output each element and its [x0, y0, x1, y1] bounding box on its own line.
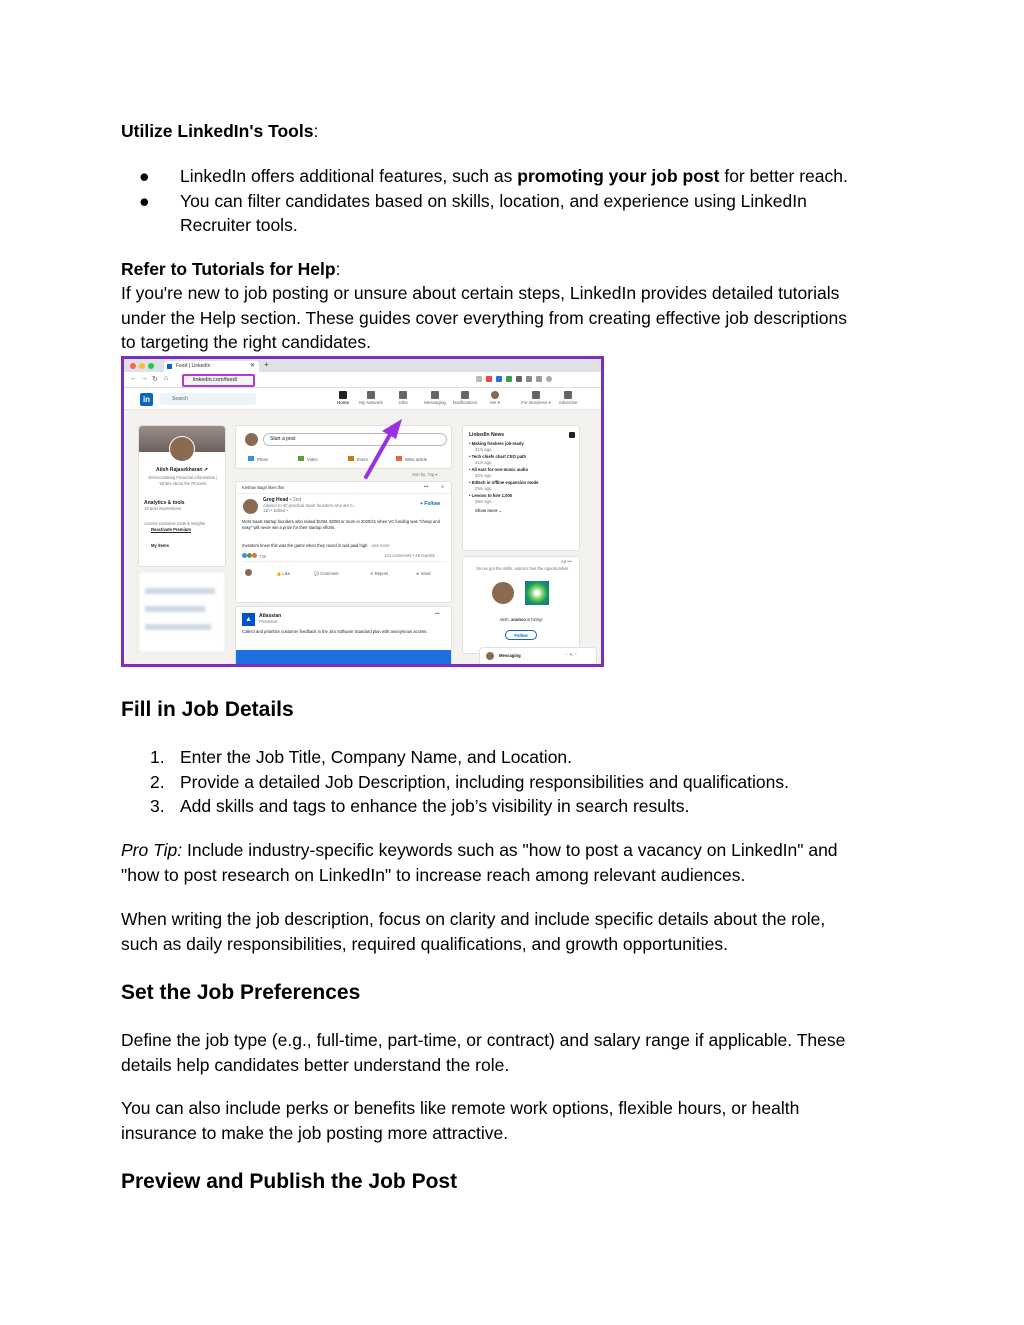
tutorials-paragraph: If you're new to job posting or unsure about certain steps, LinkedIn provides detailed tutorials under the Help section. These guides cover everything from creating effective job descriptions to targeting the right candidates.: [121, 283, 848, 352]
maximize-dot-icon: [148, 363, 154, 369]
photo-action: Photo: [248, 456, 268, 463]
liked-by: Keshav Bagri likes this: [242, 485, 285, 490]
reaction-count: 738: [242, 553, 266, 560]
info-icon: [569, 432, 575, 438]
job-details-list: [121, 745, 901, 819]
avatar: [242, 498, 259, 515]
tools-bullet-list: [121, 164, 901, 238]
ad-tagline: You've got the skills, aramco has the opportunities: [475, 566, 569, 571]
author-subtitle: Advisor to 40 practical SaaS founders who are b...: [263, 503, 357, 508]
linkedin-favicon-icon: [167, 364, 172, 369]
blurred-card: [138, 571, 226, 653]
close-icon: ✕: [441, 484, 445, 489]
bell-icon: [461, 391, 469, 399]
profile-tagline: Democratising Financial Information | Writes About the Process: [148, 475, 218, 486]
avatar: [169, 436, 195, 462]
extension-icon: [476, 376, 482, 382]
ad-name: Atlassian: [259, 613, 282, 619]
ad-text: Collect and prioritize customer feedback in the Jira Software Standard plan with anonymous access.: [242, 629, 428, 634]
list-item: ● LinkedIn offers additional features, such as promoting your job post for better reach.: [139, 166, 848, 186]
news-time: 29m ago: [475, 498, 492, 504]
profile-name: Atish Rajasekharan ↗: [156, 467, 208, 473]
premium-note: Access exclusive tools & insights: [144, 521, 206, 526]
send-button: ➤ Send: [416, 571, 431, 576]
news-time: 31m ago: [475, 446, 492, 452]
love-reaction-icon: [252, 553, 257, 558]
nav-home: Home: [329, 391, 357, 405]
browser-tab-bar: [124, 359, 601, 372]
video-icon: [298, 456, 304, 461]
feed-post-card: [235, 481, 452, 603]
more-icon: •••: [424, 484, 429, 489]
description-paragraph: When writing the job description, focus on clarity and include specific details about the role, such as daily responsibilities, required qualifications, and growth opportunities.: [121, 909, 826, 954]
message-icon: [431, 391, 439, 399]
list-item: 2. Provide a detailed Job Description, including responsibilities and qualifications.: [150, 771, 789, 792]
start-post-card: [235, 425, 452, 469]
list-item: ● You can filter candidates based on skills, location, and experience using LinkedIn Recruiter tools.: [139, 190, 807, 235]
start-post-input: Start a post: [263, 433, 447, 446]
follow-button: + Follow: [420, 501, 441, 507]
preferences-paragraph: Define the job type (e.g., full-time, part-time, or contract) and salary range if applicable. These details help candidates better understand the role.: [121, 1030, 846, 1075]
nav-me: Me ▾: [481, 391, 509, 406]
messaging-bar: [479, 647, 597, 664]
avatar-icon: [491, 391, 499, 399]
extension-icon: [536, 376, 542, 382]
extension-icon: [486, 376, 492, 382]
article-action: Write article: [396, 456, 427, 463]
nav-advertise: Advertise: [554, 391, 582, 405]
post-time: 11h • Edited •: [263, 508, 288, 513]
extension-icon: [516, 376, 522, 382]
avatar: [244, 568, 253, 577]
section-heading-job-details: Fill in Job Details: [121, 698, 294, 721]
linkedin-logo-icon: in: [140, 393, 153, 406]
grid-icon: [532, 391, 540, 399]
post-author: Greg Head • 2nd: [263, 497, 302, 503]
messaging-controls-icon: ··· ✎ ⌃: [564, 652, 578, 657]
back-icon: ←: [130, 375, 137, 382]
new-tab-icon: +: [264, 360, 269, 369]
list-item: • Lenovo to hire 1,000: [469, 493, 513, 498]
list-item: 3. Add skills and tags to enhance the job’s visibility in search results.: [150, 796, 690, 816]
nav-notifications: Notifications: [451, 391, 479, 405]
linkedin-navbar: [124, 388, 601, 410]
list-item: • All ears for non-music audio: [469, 467, 529, 472]
avatar: [491, 581, 515, 605]
promoted-card: [235, 606, 452, 664]
browser-address-bar: [124, 372, 601, 388]
video-action: Video: [298, 456, 318, 463]
news-list: [469, 441, 577, 514]
show-more: Show more ⌄: [475, 508, 503, 513]
extension-icon: [526, 376, 532, 382]
nav-messaging: Messaging: [421, 391, 449, 405]
network-icon: [367, 391, 375, 399]
nav-jobs: Jobs: [389, 391, 417, 405]
avatar: [244, 432, 259, 447]
ad-hiring: Atish, aramco is hiring!: [499, 617, 543, 622]
news-card: [462, 425, 580, 551]
section-heading-publish: Preview and Publish the Job Post: [121, 1170, 458, 1193]
post-text-continued: Investors knew this was the game when they raced in and paid high ...see more: [242, 543, 390, 548]
impressions: 18 post impressions: [144, 506, 182, 511]
section-heading-tools: Utilize LinkedIn's Tools:: [121, 121, 319, 141]
analytics-label: Analytics & tools: [144, 500, 185, 506]
news-title: LinkedIn News: [469, 432, 505, 438]
section-heading-preferences: Set the Job Preferences: [121, 981, 361, 1004]
list-item: • Edtech in offline expansion mode: [469, 480, 539, 485]
extension-icon: [506, 376, 512, 382]
forward-icon: →: [141, 375, 148, 382]
post-text: Most SaaS startup founders who raised $10M, $20M or more in 2020/21 when VC funding was "cheap and easy" will never win a prize for their startup efforts.: [242, 519, 440, 530]
calendar-icon: [348, 456, 354, 461]
aramco-logo-icon: [525, 581, 549, 605]
nav-for-business: For Business ▾: [519, 391, 553, 406]
profile-card: [138, 425, 226, 567]
aramco-ad-card: [462, 556, 580, 654]
list-item: 1. Enter the Job Title, Company Name, and Location.: [150, 747, 573, 767]
home-icon: ⌂: [164, 375, 169, 382]
ad-follow-button: Follow: [505, 630, 537, 640]
messaging-label: Messaging: [499, 653, 521, 658]
ad-banner: [236, 650, 451, 664]
section-heading-tutorials: Refer to Tutorials for Help:: [121, 259, 341, 279]
annotation-arrow-icon: [362, 417, 407, 479]
event-action: Event: [348, 456, 368, 463]
list-item: • Making freshers job-ready: [469, 441, 524, 446]
news-time: 32m ago: [475, 472, 492, 478]
tab-close-icon: ✕: [249, 363, 255, 369]
avatar: [485, 651, 495, 661]
advertise-icon: [564, 391, 572, 399]
extension-icon: [496, 376, 502, 382]
reload-icon: ↻: [152, 376, 158, 383]
sort-by: Sort by: Top ▾: [412, 472, 438, 477]
perks-paragraph: You can also include perks or benefits like remote work options, flexible hours, or health insurance to make the job posting more attractive.: [121, 1098, 800, 1143]
news-time: 29m ago: [475, 485, 492, 491]
comment-button: 💬 Comment: [314, 571, 339, 576]
like-button: 👍 Like: [276, 571, 291, 576]
news-time: 31m ago: [475, 459, 492, 465]
ad-label: Ad •••: [561, 559, 572, 564]
ad-promoted: Promoted: [259, 619, 278, 624]
premium-link: Reactivate Premium: [151, 527, 192, 532]
home-icon: [339, 391, 347, 399]
linkedin-search: Search: [160, 393, 256, 405]
repost-button: ⟲ Repost: [370, 571, 388, 576]
my-items: My items: [151, 543, 169, 548]
comment-count: 124 comments • 29 reposts: [384, 553, 435, 558]
pro-tip-paragraph: Pro Tip: Include industry-specific keywords such as "how to post a vacancy on LinkedIn" and "how to post research on LinkedIn" to increase reach among relevant audiences.: [121, 840, 838, 885]
more-icon: •••: [435, 611, 440, 616]
nav-my-network: My Network: [357, 391, 385, 405]
briefcase-icon: [399, 391, 407, 399]
browser-tab: Feed | LinkedIn ✕: [164, 361, 259, 372]
linkedin-screenshot: [121, 356, 604, 667]
list-item: • Tech chiefs chart CEO path: [469, 454, 527, 459]
photo-icon: [248, 456, 254, 461]
url-field: linkedin.com/feed/: [182, 374, 255, 387]
profile-icon: [546, 376, 552, 382]
atlassian-logo-icon: ▲: [242, 613, 255, 626]
minimize-dot-icon: [139, 363, 145, 369]
close-dot-icon: [130, 363, 136, 369]
